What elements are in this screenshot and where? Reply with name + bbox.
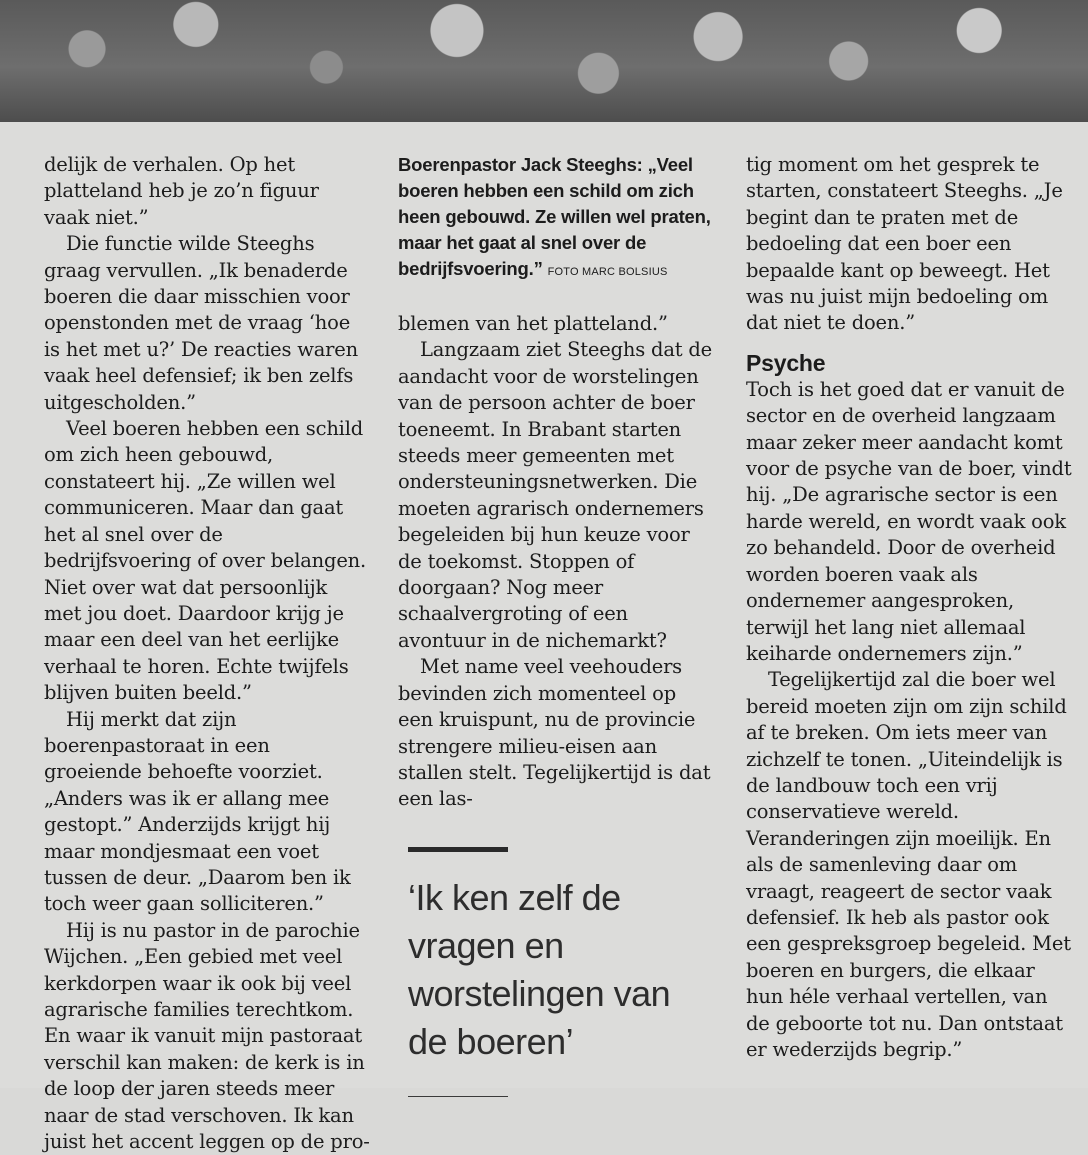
paragraph: blemen van het platteland.” [398,312,668,335]
paragraph: tig moment om het gesprek te starten, constateert Steeghs. „Je begint dan te praten met de bedoeling dat een boer een bepaalde kant op beweegt. Het was nu juist mijn bedoeling om dat niet te doen.” [746,153,1063,335]
paragraph: Toch is het goed dat er vanuit de sector en de overheid langzaam maar zeker meer aandacht komt voor de psyche van de boer, vindt hij. „De agrarische sector is een harde wereld, en wordt vaak ook zo behandeld. Door de overheid worden boeren vaak als ondernemer aangesproken, terwijl het lang niet allemaal keiharde ondernemers zijn.” [746,377,1072,665]
pull-quote: ‘Ik ken zelf de vragen en worstelingen van de boeren’ [408,876,671,1062]
pull-quote-rule [408,1096,508,1097]
paragraph: Met name veel veehouders bevinden zich momenteel op een kruispunt, nu de provincie strengere milieu-eisen aan stallen stelt. Tegelijkertijd is dat een las- [398,655,711,811]
paragraph: Hij is nu pastor in de parochie Wijchen. „Een gebied met veel kerkdorpen waar ik ook bij veel agrarische families terechtkom. En waar ik vanuit mijn pastoraat verschil kan maken: de kerk is in de loop der jaren steeds meer naar de stad verschoven. Ik kan juist het accent leggen op de pro- [44,918,370,1154]
pull-quote-bar [408,847,508,852]
header-photo [0,0,1088,122]
paragraph: Veel boeren hebben een schild om zich heen gebouwd, constateert hij. „Ze willen wel communiceren. Maar dan gaat het al snel over de bedrijfsvoering of over belangen. Niet over wat dat persoonlijk met jou doet. Daardoor krijg je maar een deel van het eerlijke verhaal te horen. Echte twijfels blijven buiten beeld.” [44,417,367,705]
paragraph: delijk de verhalen. Op het platteland heb je zo’n figuur vaak niet.” [44,153,319,229]
paragraph: Hij merkt dat zijn boerenpastoraat in een groeiende behoefte voorziet. „Anders was ik er allang mee gestopt.” Anderzijds krijgt hij maar mondjesmaat een voet tussen de deur. „Daarom ben ik toch weer gaan solliciteren.” [44,707,351,916]
photo-credit: FOTO MARC BOLSIUS [547,266,668,278]
article-column-3 [746,152,1076,1063]
photo-caption [398,152,716,285]
article-column-2 [398,152,716,1097]
section-subhead: Psyche [746,349,826,376]
caption-text: Boerenpastor Jack Steeghs: „Veel boeren hebben een schild om zich heen gebouwd. Ze willen wel praten, maar het gaat al snel over de bedrijfsvoering.” [398,154,711,279]
article-column-1 [44,152,370,1155]
paragraph: Die functie wilde Steeghs graag vervullen. „Ik benaderde boeren die daar misschien voor openstonden met de vraag ‘hoe is het met u?’ De reacties waren vaak heel defensief; ik ben zelfs uitgescholden.” [44,232,358,414]
paragraph: Langzaam ziet Steeghs dat de aandacht voor de worstelingen van de persoon achter de boer toeneemt. In Brabant starten steeds meer gemeenten met ondersteuningsnetwerken. Die moeten agrarisch ondernemers begeleiden bij hun keuze voor de toekomst. Stoppen of doorgaan? Nog meer schaalvergroting of een avontuur in de nichemarkt? [398,338,713,652]
paragraph: Tegelijkertijd zal die boer wel bereid moeten zijn om zijn schild af te breken. Om iets meer van zichzelf te tonen. „Uiteindelijk is de landbouw toch een vrij conservatieve wereld. Veranderingen zijn moeilijk. En als de samenleving daar om vraagt, reageert de sector vaak defensief. Ik heb als pastor ook een gespreksgroep begeleid. Met boeren en burgers, die elkaar hun héle verhaal vertellen, van de geboorte tot nu. Dan ontstaat er wederzijds begrip.” [746,668,1071,1061]
